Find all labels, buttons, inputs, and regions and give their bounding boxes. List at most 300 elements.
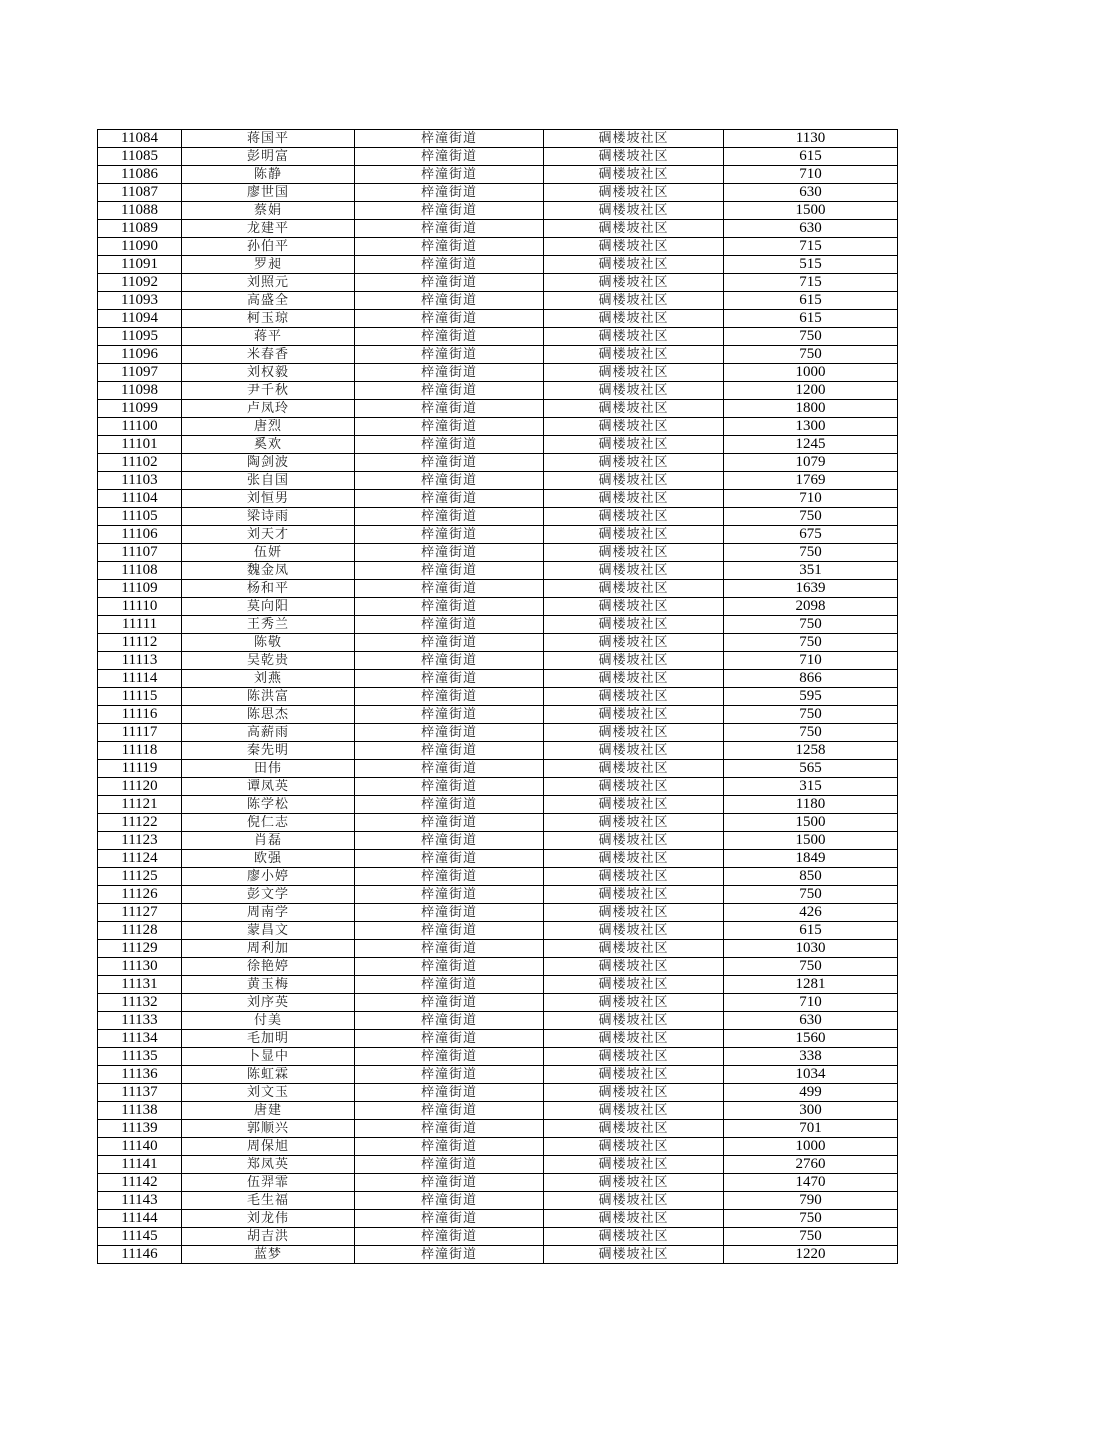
table-row (98, 616, 898, 634)
cell-community: 碉楼坡社区 (544, 1120, 724, 1138)
cell-name: 胡吉洪 (182, 1228, 355, 1246)
cell-name: 刘龙伟 (182, 1210, 355, 1228)
cell-name: 唐烈 (182, 418, 355, 436)
cell-id: 11113 (98, 652, 182, 670)
cell-community: 碉楼坡社区 (544, 688, 724, 706)
cell-street: 梓潼街道 (355, 832, 544, 850)
cell-id: 11119 (98, 760, 182, 778)
cell-name: 吴乾贵 (182, 652, 355, 670)
table-row (98, 670, 898, 688)
cell-community: 碉楼坡社区 (544, 166, 724, 184)
cell-community: 碉楼坡社区 (544, 238, 724, 256)
table-row (98, 166, 898, 184)
cell-id: 11089 (98, 220, 182, 238)
cell-amount: 615 (724, 310, 898, 328)
cell-amount: 1500 (724, 814, 898, 832)
cell-name: 尹千秋 (182, 382, 355, 400)
cell-id: 11126 (98, 886, 182, 904)
table-row (98, 994, 898, 1012)
table-row (98, 562, 898, 580)
table-row (98, 958, 898, 976)
cell-id: 11116 (98, 706, 182, 724)
table-row (98, 832, 898, 850)
cell-id: 11103 (98, 472, 182, 490)
cell-community: 碉楼坡社区 (544, 220, 724, 238)
cell-amount: 750 (724, 544, 898, 562)
table-row (98, 1228, 898, 1246)
cell-community: 碉楼坡社区 (544, 472, 724, 490)
cell-community: 碉楼坡社区 (544, 184, 724, 202)
cell-amount: 1300 (724, 418, 898, 436)
table-row (98, 706, 898, 724)
cell-id: 11094 (98, 310, 182, 328)
table-row (98, 310, 898, 328)
table-row (98, 1192, 898, 1210)
cell-community: 碉楼坡社区 (544, 256, 724, 274)
cell-id: 11112 (98, 634, 182, 652)
cell-name: 毛加明 (182, 1030, 355, 1048)
cell-id: 11115 (98, 688, 182, 706)
cell-street: 梓潼街道 (355, 886, 544, 904)
cell-id: 11085 (98, 148, 182, 166)
cell-street: 梓潼街道 (355, 1066, 544, 1084)
cell-amount: 1500 (724, 202, 898, 220)
cell-community: 碉楼坡社区 (544, 508, 724, 526)
cell-street: 梓潼街道 (355, 706, 544, 724)
cell-community: 碉楼坡社区 (544, 1192, 724, 1210)
cell-id: 11086 (98, 166, 182, 184)
cell-street: 梓潼街道 (355, 1174, 544, 1192)
cell-id: 11139 (98, 1120, 182, 1138)
cell-community: 碉楼坡社区 (544, 832, 724, 850)
cell-name: 蓝梦 (182, 1246, 355, 1264)
cell-id: 11144 (98, 1210, 182, 1228)
cell-community: 碉楼坡社区 (544, 1048, 724, 1066)
cell-amount: 1500 (724, 832, 898, 850)
cell-community: 碉楼坡社区 (544, 1156, 724, 1174)
cell-amount: 715 (724, 238, 898, 256)
data-table (97, 129, 898, 1264)
cell-id: 11136 (98, 1066, 182, 1084)
cell-street: 梓潼街道 (355, 490, 544, 508)
cell-community: 碉楼坡社区 (544, 940, 724, 958)
cell-amount: 1034 (724, 1066, 898, 1084)
table-row (98, 634, 898, 652)
cell-id: 11097 (98, 364, 182, 382)
cell-street: 梓潼街道 (355, 328, 544, 346)
cell-id: 11131 (98, 976, 182, 994)
cell-street: 梓潼街道 (355, 454, 544, 472)
cell-amount: 1220 (724, 1246, 898, 1264)
cell-community: 碉楼坡社区 (544, 616, 724, 634)
table-row (98, 184, 898, 202)
cell-street: 梓潼街道 (355, 220, 544, 238)
cell-name: 秦先明 (182, 742, 355, 760)
cell-name: 陈思杰 (182, 706, 355, 724)
cell-amount: 710 (724, 994, 898, 1012)
table-row (98, 1030, 898, 1048)
cell-name: 王秀兰 (182, 616, 355, 634)
cell-name: 陈虹霖 (182, 1066, 355, 1084)
cell-name: 张自国 (182, 472, 355, 490)
cell-amount: 1079 (724, 454, 898, 472)
cell-id: 11120 (98, 778, 182, 796)
cell-name: 莫向阳 (182, 598, 355, 616)
cell-street: 梓潼街道 (355, 184, 544, 202)
table-row (98, 346, 898, 364)
cell-id: 11099 (98, 400, 182, 418)
cell-community: 碉楼坡社区 (544, 850, 724, 868)
cell-amount: 715 (724, 274, 898, 292)
cell-street: 梓潼街道 (355, 1030, 544, 1048)
cell-name: 蒙昌文 (182, 922, 355, 940)
cell-amount: 750 (724, 706, 898, 724)
cell-amount: 1769 (724, 472, 898, 490)
table-row (98, 1084, 898, 1102)
table-row (98, 868, 898, 886)
table-row (98, 1156, 898, 1174)
cell-street: 梓潼街道 (355, 904, 544, 922)
cell-street: 梓潼街道 (355, 778, 544, 796)
cell-id: 11088 (98, 202, 182, 220)
cell-name: 周南学 (182, 904, 355, 922)
cell-community: 碉楼坡社区 (544, 598, 724, 616)
cell-amount: 1800 (724, 400, 898, 418)
cell-community: 碉楼坡社区 (544, 454, 724, 472)
cell-community: 碉楼坡社区 (544, 994, 724, 1012)
cell-community: 碉楼坡社区 (544, 130, 724, 148)
cell-street: 梓潼街道 (355, 580, 544, 598)
cell-id: 11101 (98, 436, 182, 454)
cell-community: 碉楼坡社区 (544, 274, 724, 292)
cell-community: 碉楼坡社区 (544, 490, 724, 508)
cell-name: 周保旭 (182, 1138, 355, 1156)
cell-amount: 1200 (724, 382, 898, 400)
table-row (98, 904, 898, 922)
table-row (98, 1210, 898, 1228)
cell-name: 蒋国平 (182, 130, 355, 148)
cell-amount: 701 (724, 1120, 898, 1138)
cell-id: 11138 (98, 1102, 182, 1120)
table-row (98, 742, 898, 760)
cell-street: 梓潼街道 (355, 598, 544, 616)
cell-amount: 750 (724, 724, 898, 742)
cell-amount: 630 (724, 1012, 898, 1030)
cell-name: 陈静 (182, 166, 355, 184)
cell-amount: 1180 (724, 796, 898, 814)
cell-id: 11129 (98, 940, 182, 958)
cell-name: 廖小婷 (182, 868, 355, 886)
cell-community: 碉楼坡社区 (544, 922, 724, 940)
table-row (98, 418, 898, 436)
cell-street: 梓潼街道 (355, 238, 544, 256)
cell-name: 孙伯平 (182, 238, 355, 256)
cell-amount: 1030 (724, 940, 898, 958)
table-row (98, 490, 898, 508)
cell-name: 卢凤玲 (182, 400, 355, 418)
cell-street: 梓潼街道 (355, 796, 544, 814)
cell-community: 碉楼坡社区 (544, 904, 724, 922)
cell-name: 刘文玉 (182, 1084, 355, 1102)
table-row (98, 760, 898, 778)
cell-community: 碉楼坡社区 (544, 1138, 724, 1156)
cell-amount: 615 (724, 292, 898, 310)
table-row (98, 580, 898, 598)
cell-name: 杨和平 (182, 580, 355, 598)
cell-community: 碉楼坡社区 (544, 706, 724, 724)
cell-street: 梓潼街道 (355, 1120, 544, 1138)
cell-amount: 675 (724, 526, 898, 544)
cell-street: 梓潼街道 (355, 652, 544, 670)
cell-id: 11093 (98, 292, 182, 310)
cell-amount: 750 (724, 1228, 898, 1246)
table-row (98, 940, 898, 958)
cell-id: 11121 (98, 796, 182, 814)
cell-id: 11091 (98, 256, 182, 274)
cell-street: 梓潼街道 (355, 418, 544, 436)
cell-street: 梓潼街道 (355, 742, 544, 760)
cell-id: 11142 (98, 1174, 182, 1192)
cell-id: 11087 (98, 184, 182, 202)
cell-id: 11135 (98, 1048, 182, 1066)
cell-community: 碉楼坡社区 (544, 1066, 724, 1084)
table-row (98, 1120, 898, 1138)
cell-id: 11098 (98, 382, 182, 400)
cell-community: 碉楼坡社区 (544, 346, 724, 364)
cell-amount: 2760 (724, 1156, 898, 1174)
table-row (98, 202, 898, 220)
cell-amount: 565 (724, 760, 898, 778)
cell-name: 陶剑波 (182, 454, 355, 472)
table-row (98, 256, 898, 274)
cell-name: 蒋平 (182, 328, 355, 346)
cell-street: 梓潼街道 (355, 472, 544, 490)
cell-street: 梓潼街道 (355, 436, 544, 454)
cell-community: 碉楼坡社区 (544, 886, 724, 904)
cell-id: 11106 (98, 526, 182, 544)
table-row (98, 886, 898, 904)
cell-amount: 1281 (724, 976, 898, 994)
cell-community: 碉楼坡社区 (544, 742, 724, 760)
cell-street: 梓潼街道 (355, 1048, 544, 1066)
cell-name: 陈洪富 (182, 688, 355, 706)
table-row (98, 1102, 898, 1120)
cell-id: 11095 (98, 328, 182, 346)
cell-name: 毛生福 (182, 1192, 355, 1210)
cell-amount: 1849 (724, 850, 898, 868)
cell-id: 11122 (98, 814, 182, 832)
cell-amount: 351 (724, 562, 898, 580)
cell-community: 碉楼坡社区 (544, 148, 724, 166)
cell-community: 碉楼坡社区 (544, 364, 724, 382)
cell-id: 11118 (98, 742, 182, 760)
cell-amount: 1639 (724, 580, 898, 598)
table-row (98, 526, 898, 544)
cell-amount: 750 (724, 634, 898, 652)
cell-id: 11108 (98, 562, 182, 580)
cell-street: 梓潼街道 (355, 994, 544, 1012)
cell-community: 碉楼坡社区 (544, 1174, 724, 1192)
table-row (98, 130, 898, 148)
cell-street: 梓潼街道 (355, 1102, 544, 1120)
cell-id: 11114 (98, 670, 182, 688)
cell-amount: 710 (724, 166, 898, 184)
table-row (98, 400, 898, 418)
cell-amount: 315 (724, 778, 898, 796)
table-row (98, 850, 898, 868)
cell-name: 周利加 (182, 940, 355, 958)
cell-community: 碉楼坡社区 (544, 814, 724, 832)
table-row (98, 778, 898, 796)
cell-name: 伍妍 (182, 544, 355, 562)
cell-community: 碉楼坡社区 (544, 580, 724, 598)
cell-name: 付美 (182, 1012, 355, 1030)
cell-id: 11140 (98, 1138, 182, 1156)
table-row (98, 544, 898, 562)
cell-amount: 515 (724, 256, 898, 274)
cell-amount: 750 (724, 886, 898, 904)
cell-id: 11143 (98, 1192, 182, 1210)
cell-id: 11100 (98, 418, 182, 436)
table-row (98, 598, 898, 616)
cell-name: 伍羿霏 (182, 1174, 355, 1192)
cell-community: 碉楼坡社区 (544, 958, 724, 976)
cell-name: 唐建 (182, 1102, 355, 1120)
cell-name: 刘天才 (182, 526, 355, 544)
cell-id: 11117 (98, 724, 182, 742)
cell-amount: 750 (724, 346, 898, 364)
cell-community: 碉楼坡社区 (544, 400, 724, 418)
cell-community: 碉楼坡社区 (544, 670, 724, 688)
cell-community: 碉楼坡社区 (544, 544, 724, 562)
cell-amount: 866 (724, 670, 898, 688)
cell-street: 梓潼街道 (355, 508, 544, 526)
cell-street: 梓潼街道 (355, 760, 544, 778)
cell-name: 蔡娟 (182, 202, 355, 220)
cell-community: 碉楼坡社区 (544, 328, 724, 346)
cell-id: 11146 (98, 1246, 182, 1264)
cell-street: 梓潼街道 (355, 1246, 544, 1264)
cell-name: 田伟 (182, 760, 355, 778)
cell-amount: 790 (724, 1192, 898, 1210)
cell-id: 11134 (98, 1030, 182, 1048)
cell-community: 碉楼坡社区 (544, 1246, 724, 1264)
table-row (98, 148, 898, 166)
cell-name: 卜显中 (182, 1048, 355, 1066)
cell-amount: 630 (724, 220, 898, 238)
cell-name: 欧强 (182, 850, 355, 868)
cell-community: 碉楼坡社区 (544, 382, 724, 400)
cell-street: 梓潼街道 (355, 292, 544, 310)
cell-amount: 710 (724, 490, 898, 508)
cell-id: 11096 (98, 346, 182, 364)
table-row (98, 1246, 898, 1264)
cell-amount: 1560 (724, 1030, 898, 1048)
cell-name: 龙建平 (182, 220, 355, 238)
cell-community: 碉楼坡社区 (544, 562, 724, 580)
cell-name: 柯玉琼 (182, 310, 355, 328)
cell-street: 梓潼街道 (355, 1210, 544, 1228)
cell-community: 碉楼坡社区 (544, 868, 724, 886)
cell-name: 郑凤英 (182, 1156, 355, 1174)
cell-id: 11111 (98, 616, 182, 634)
cell-street: 梓潼街道 (355, 814, 544, 832)
cell-street: 梓潼街道 (355, 1084, 544, 1102)
cell-street: 梓潼街道 (355, 364, 544, 382)
cell-community: 碉楼坡社区 (544, 1030, 724, 1048)
cell-amount: 1000 (724, 364, 898, 382)
cell-name: 彭明富 (182, 148, 355, 166)
cell-street: 梓潼街道 (355, 868, 544, 886)
table-row (98, 814, 898, 832)
cell-street: 梓潼街道 (355, 976, 544, 994)
cell-community: 碉楼坡社区 (544, 436, 724, 454)
cell-amount: 1470 (724, 1174, 898, 1192)
cell-street: 梓潼街道 (355, 724, 544, 742)
table-row (98, 364, 898, 382)
cell-community: 碉楼坡社区 (544, 310, 724, 328)
cell-street: 梓潼街道 (355, 670, 544, 688)
cell-street: 梓潼街道 (355, 256, 544, 274)
table-row (98, 1066, 898, 1084)
cell-name: 黄玉梅 (182, 976, 355, 994)
cell-street: 梓潼街道 (355, 130, 544, 148)
cell-name: 米春香 (182, 346, 355, 364)
cell-id: 11145 (98, 1228, 182, 1246)
cell-amount: 1130 (724, 130, 898, 148)
cell-id: 11141 (98, 1156, 182, 1174)
cell-street: 梓潼街道 (355, 166, 544, 184)
cell-street: 梓潼街道 (355, 310, 544, 328)
table-body (98, 130, 898, 1264)
cell-street: 梓潼街道 (355, 346, 544, 364)
cell-id: 11123 (98, 832, 182, 850)
cell-community: 碉楼坡社区 (544, 1102, 724, 1120)
cell-name: 刘燕 (182, 670, 355, 688)
cell-community: 碉楼坡社区 (544, 1084, 724, 1102)
cell-community: 碉楼坡社区 (544, 202, 724, 220)
table-row (98, 1174, 898, 1192)
cell-id: 11130 (98, 958, 182, 976)
cell-street: 梓潼街道 (355, 148, 544, 166)
cell-amount: 710 (724, 652, 898, 670)
table-row (98, 436, 898, 454)
cell-community: 碉楼坡社区 (544, 1228, 724, 1246)
cell-street: 梓潼街道 (355, 940, 544, 958)
cell-name: 徐艳婷 (182, 958, 355, 976)
table-row (98, 472, 898, 490)
cell-name: 倪仁志 (182, 814, 355, 832)
cell-id: 11104 (98, 490, 182, 508)
table-row (98, 292, 898, 310)
table-row (98, 976, 898, 994)
cell-street: 梓潼街道 (355, 688, 544, 706)
cell-community: 碉楼坡社区 (544, 652, 724, 670)
table-row (98, 724, 898, 742)
cell-amount: 615 (724, 148, 898, 166)
cell-amount: 1000 (724, 1138, 898, 1156)
cell-amount: 338 (724, 1048, 898, 1066)
cell-community: 碉楼坡社区 (544, 796, 724, 814)
cell-street: 梓潼街道 (355, 562, 544, 580)
cell-id: 11137 (98, 1084, 182, 1102)
cell-amount: 300 (724, 1102, 898, 1120)
cell-street: 梓潼街道 (355, 616, 544, 634)
cell-street: 梓潼街道 (355, 1192, 544, 1210)
table-row (98, 220, 898, 238)
cell-name: 陈敬 (182, 634, 355, 652)
cell-id: 11128 (98, 922, 182, 940)
